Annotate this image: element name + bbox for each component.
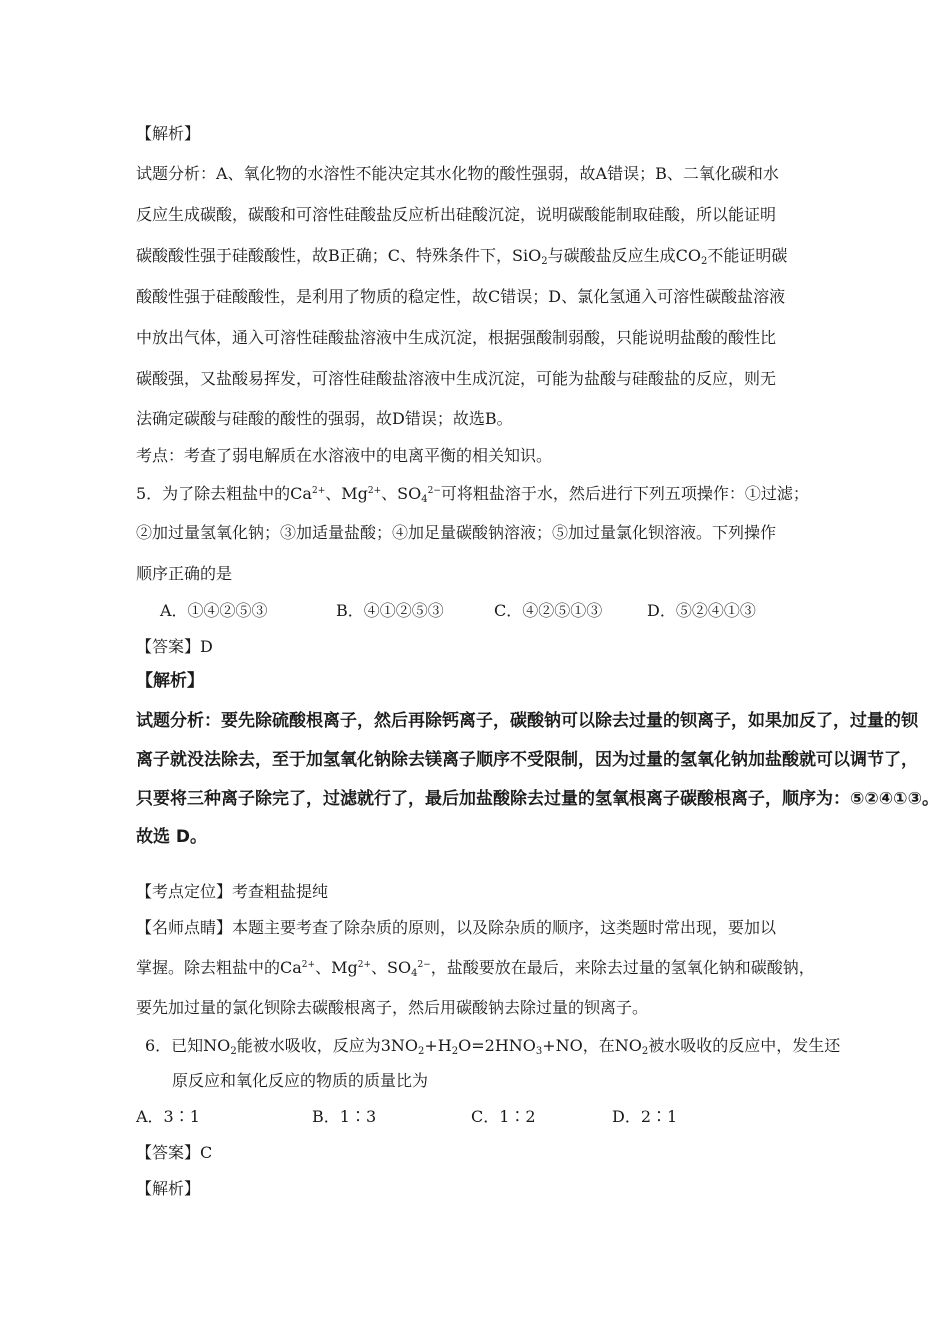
answer-line: 【答案】C <box>136 1143 213 1162</box>
analysis-line: 中放出气体，通入可溶性硅酸盐溶液中生成沉淀，根据强酸制弱酸，只能说明盐酸的酸性比 <box>136 328 777 347</box>
option-a: A．3∶1 <box>136 1107 200 1126</box>
section-label-jiexi: 【解析】 <box>136 1179 201 1198</box>
option-d: D．⑤②④①③ <box>647 601 756 620</box>
question-6-stem: 6．已知$NO_2$能被水吸收，反应为$3NO_2+H_2O=2HNO_3+NO$，在$NO_2$被水吸收的反应中，发生还 <box>145 1036 841 1057</box>
kaodian-line: 考点：考查了弱电解质在水溶液中的电离平衡的相关知识。 <box>136 446 553 465</box>
analysis-line: 反应生成碳酸，碳酸和可溶性硅酸盐反应析出硅酸沉淀，说明碳酸能制取硅酸，所以能证明 <box>136 205 777 224</box>
section-label-jiexi: 【解析】 <box>136 124 201 143</box>
section-label-jiexi: 【解析】 <box>136 671 204 691</box>
analysis-line: 法确定碳酸与硅酸的酸性的强弱，故D错误；故选B。 <box>136 409 513 428</box>
analysis-line: 试题分析：A、氧化物的水溶性不能决定其水化物的酸性强弱，故A错误；B、二氧化碳和水 <box>136 164 779 183</box>
option-b: B．④①②⑤③ <box>336 601 444 620</box>
analysis-line: 试题分析：要先除硫酸根离子，然后再除钙离子，碳酸钠可以除去过量的钡离子，如果加反了，过量的钡 <box>136 711 918 731</box>
option-c: C．1∶2 <box>471 1107 536 1126</box>
analysis-line: 只要将三种离子除完了，过滤就行了，最后加盐酸除去过量的氢氧根离子碳酸根离子，顺序为：⑤②④①③。 <box>136 789 939 809</box>
question-5-stem: 5．为了除去粗盐中的$Ca^{2+}$、$Mg^{2+}$、$SO_4^{2-}$可将粗盐溶于水，然后进行下列五项操作：①过滤； <box>136 484 809 505</box>
question-6-stem-line2: 原反应和氧化反应的物质的质量比为 <box>172 1071 429 1090</box>
analysis-line: 碳酸强，又盐酸易挥发，可溶性硅酸盐溶液中生成沉淀，可能为盐酸与硅酸盐的反应，则无 <box>136 369 777 388</box>
analysis-line: 酸酸性强于硅酸酸性，是利用了物质的稳定性，故C错误；D、氯化氢通入可溶性碳酸盐溶液 <box>136 287 786 306</box>
answer-line: 【答案】D <box>136 637 213 656</box>
option-a: A．①④②⑤③ <box>160 601 268 620</box>
mingshi-dianjing-line3: 要先加过量的氯化钡除去碳酸根离子，然后用碳酸钠去除过量的钡离子。 <box>136 998 649 1017</box>
option-d: D．2∶1 <box>612 1107 678 1126</box>
analysis-line: 故选 D。 <box>136 827 208 847</box>
analysis-line: 碳酸酸性强于硅酸酸性，故B正确；C、特殊条件下，SiO$_2$与碳酸盐反应生成$CO_2$不能证明碳 <box>136 246 788 267</box>
option-c: C．④②⑤①③ <box>494 601 603 620</box>
option-b: B．1∶3 <box>312 1107 377 1126</box>
question-5-stem-line2: ②加过量氢氧化钠；③加适量盐酸；④加足量碳酸钠溶液；⑤加过量氯化钡溶液。下列操作 <box>136 523 777 542</box>
mingshi-dianjing: 【名师点睛】本题主要考查了除杂质的原则，以及除杂质的顺序，这类题时常出现，要加以 <box>136 918 777 937</box>
kaodian-dingwei: 【考点定位】考查粗盐提纯 <box>136 882 329 901</box>
mingshi-dianjing-line2: 掌握。除去粗盐中的$Ca^{2+}$、$Mg^{2+}$、$SO_4^{2-}$，盐酸要放在最后，来除去过量的氢氧化钠和碳酸钠， <box>136 958 815 979</box>
question-5-stem-line3: 顺序正确的是 <box>136 564 233 583</box>
analysis-line: 离子就没法除去，至于加氢氧化钠除去镁离子顺序不受限制，因为过量的氢氧化钠加盐酸就可以调节了， <box>136 750 918 770</box>
